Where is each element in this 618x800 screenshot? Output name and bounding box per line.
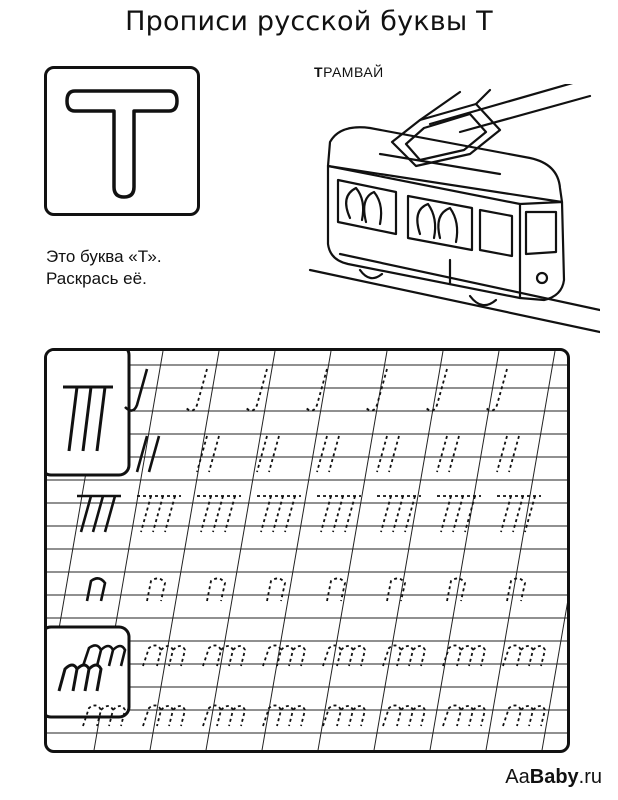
copy-glyph-lowercase-t bbox=[263, 645, 305, 666]
copy-glyph-lowercase-t-trace bbox=[443, 705, 485, 726]
copy-glyph-lowercase-t bbox=[503, 645, 545, 666]
instruction-line-2: Раскрась её. bbox=[46, 269, 147, 288]
glyph-stroke bbox=[263, 645, 305, 666]
glyph-stroke bbox=[245, 369, 267, 411]
copy-glyph-stroke-p bbox=[507, 578, 525, 601]
glyph-stroke bbox=[383, 705, 425, 726]
copy-glyph-capital-T bbox=[137, 496, 181, 532]
glyph-stroke bbox=[485, 369, 507, 411]
page-title: Прописи русской буквы Т bbox=[125, 6, 493, 37]
glyph-stroke bbox=[317, 436, 339, 472]
copybook-lines bbox=[47, 351, 570, 753]
copy-glyph-lowercase-t bbox=[443, 645, 485, 666]
glyph-stroke bbox=[143, 645, 185, 666]
glyph-stroke bbox=[203, 705, 245, 726]
glyph-stroke bbox=[87, 578, 105, 601]
glyph-stroke bbox=[267, 578, 285, 601]
glyph-stroke bbox=[377, 436, 399, 472]
glyph-stroke bbox=[257, 436, 279, 472]
glyph-stroke bbox=[147, 578, 165, 601]
copy-glyph-stroke-t bbox=[305, 369, 327, 411]
glyph-stroke bbox=[323, 705, 365, 726]
copy-glyph-lowercase-t bbox=[323, 645, 365, 666]
copy-glyph-stroke-double bbox=[497, 436, 519, 472]
glyph-stroke bbox=[437, 436, 459, 472]
word-rest: РАМВАЙ bbox=[323, 64, 384, 80]
glyph-stroke bbox=[185, 369, 207, 411]
glyph-stroke bbox=[443, 705, 485, 726]
copy-glyph-stroke-p bbox=[387, 578, 405, 601]
letter-coloring-box bbox=[44, 66, 200, 216]
copy-glyph-stroke-t bbox=[185, 369, 207, 411]
glyph-stroke bbox=[497, 436, 519, 472]
copy-glyph-capital-T bbox=[317, 496, 361, 532]
copy-glyph-capital-T bbox=[497, 496, 541, 532]
glyph-stroke bbox=[197, 496, 241, 532]
glyph-stroke bbox=[257, 496, 301, 532]
glyph-stroke bbox=[507, 578, 525, 601]
copy-glyph-stroke-p bbox=[327, 578, 345, 601]
site-logo bbox=[505, 766, 602, 789]
glyph-stroke bbox=[503, 705, 545, 726]
copy-glyph-lowercase-t-trace bbox=[383, 705, 425, 726]
copy-glyph-stroke-double bbox=[257, 436, 279, 472]
tram-picture bbox=[300, 84, 600, 339]
copy-glyph-stroke-double bbox=[317, 436, 339, 472]
glyph-stroke bbox=[317, 496, 361, 532]
glyph-stroke bbox=[437, 496, 481, 532]
glyph-stroke bbox=[263, 705, 305, 726]
logo-brand: Baby bbox=[529, 766, 579, 788]
glyph-stroke bbox=[323, 645, 365, 666]
glyph-stroke bbox=[503, 645, 545, 666]
copy-glyph-stroke-double bbox=[437, 436, 459, 472]
copy-glyph-stroke-t bbox=[245, 369, 267, 411]
copy-glyph-stroke-double bbox=[137, 436, 159, 472]
glyph-stroke bbox=[207, 578, 225, 601]
copy-glyph-stroke-t bbox=[365, 369, 387, 411]
glyph-stroke bbox=[443, 645, 485, 666]
glyph-stroke bbox=[143, 705, 185, 726]
glyph-stroke bbox=[77, 496, 121, 532]
picture-word bbox=[314, 64, 384, 80]
copy-glyph-lowercase-t-trace bbox=[323, 705, 365, 726]
copybook-sheet bbox=[44, 348, 570, 753]
copy-glyph-lowercase-t-trace bbox=[203, 705, 245, 726]
copy-glyph-stroke-p bbox=[87, 578, 105, 601]
copy-glyph-stroke-p bbox=[207, 578, 225, 601]
instruction-text bbox=[46, 246, 162, 290]
word-first-letter: Т bbox=[314, 64, 324, 80]
copy-glyph-lowercase-t-trace bbox=[263, 705, 305, 726]
glyph-stroke bbox=[137, 496, 181, 532]
logo-suffix: .ru bbox=[578, 766, 602, 788]
copy-glyph-stroke-double bbox=[197, 436, 219, 472]
copy-glyph-capital-T bbox=[197, 496, 241, 532]
glyph-stroke bbox=[197, 436, 219, 472]
glyph-stroke bbox=[365, 369, 387, 411]
outline-letter-t-icon bbox=[47, 69, 197, 213]
copy-glyph-stroke-double bbox=[377, 436, 399, 472]
glyph-stroke bbox=[305, 369, 327, 411]
logo-prefix: Aa bbox=[505, 766, 530, 788]
copy-glyph-capital-T bbox=[257, 496, 301, 532]
copy-glyph-capital-T bbox=[77, 496, 121, 532]
glyph-stroke bbox=[137, 436, 159, 472]
copy-glyph-lowercase-t bbox=[143, 645, 185, 666]
copy-glyph-stroke-t bbox=[485, 369, 507, 411]
copy-glyph-capital-T bbox=[437, 496, 481, 532]
copy-glyph-stroke-p bbox=[267, 578, 285, 601]
tram-icon bbox=[300, 84, 600, 334]
copy-glyph-stroke-p bbox=[147, 578, 165, 601]
glyph-stroke bbox=[327, 578, 345, 601]
copy-glyph-lowercase-t-trace bbox=[503, 705, 545, 726]
glyph-stroke bbox=[387, 578, 405, 601]
copy-glyph-lowercase-t-trace bbox=[143, 705, 185, 726]
glyph-stroke bbox=[497, 496, 541, 532]
instruction-line-1: Это буква «Т». bbox=[46, 247, 162, 266]
